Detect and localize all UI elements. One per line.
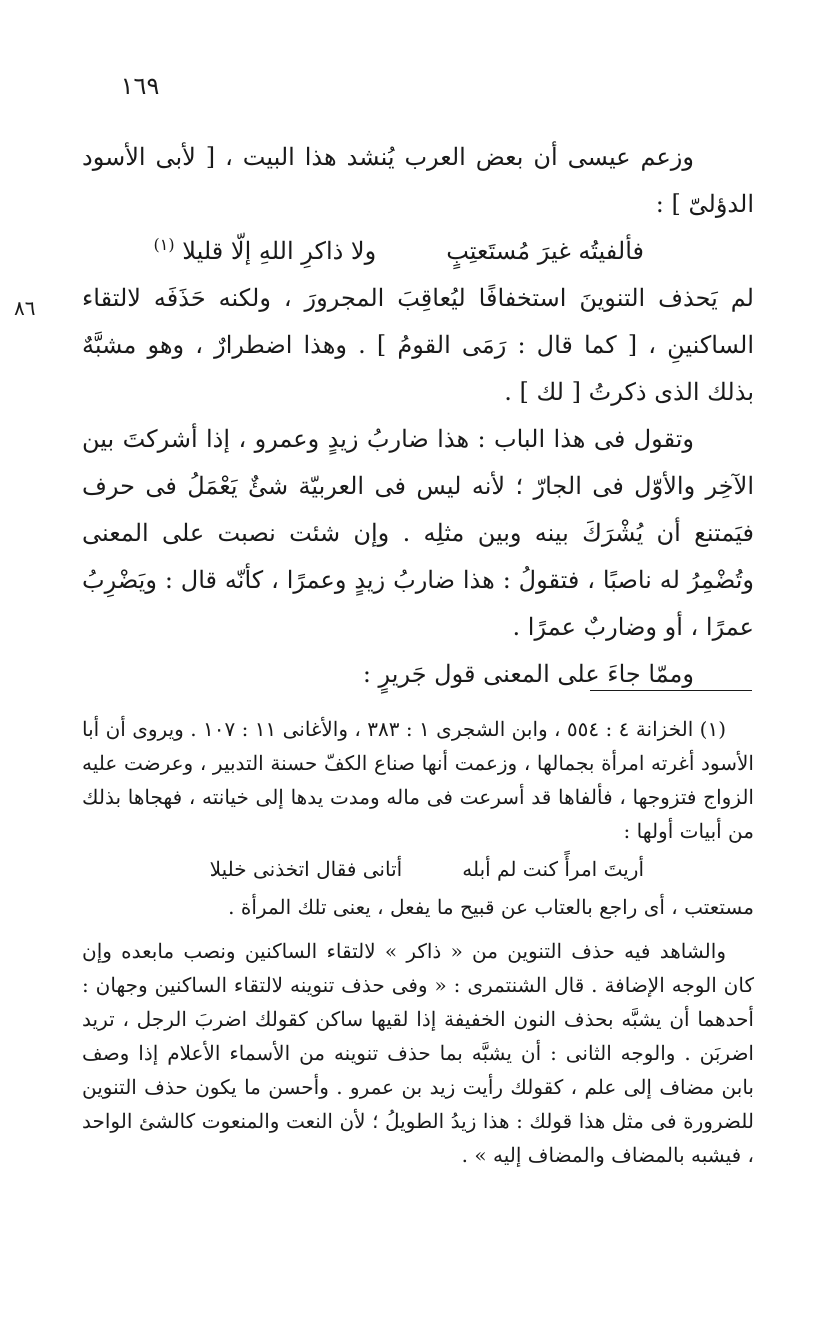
page-number: ١٦٩ (120, 72, 160, 100)
paragraph-2: لم يَحذف التنوينَ استخفافًا ليُعاقِبَ المجرورَ ، ولكنه حَذَفَه لالتقاء الساكنينِ ، [ كما قال : رَمَى القومُ ] . وهذا اضطرارٌ ، وهو مشبَّهٌ بذلك الذى ذكرتُ [ لك ] . (82, 284, 754, 406)
verse-first-hemistich: فألفيتُه غيرَ مُستَعتِبٍ (446, 237, 644, 265)
main-text (82, 134, 754, 698)
footnote-1: (١) الخزانة ٤ : ٥٥٤ ، وابن الشجرى ١ : ٣٨٣ ، والأغانى ١١ : ١٠٧ . ويروى أن أبا الأسود أغرته امرأة بجمالها ، وزعمت أنها صناع الكفّ حسنة التدبير ، وعرضت عليه الزواج فتزوجها ، فألفاها قد أسرعت فى ماله ومدت يدها إلى خيانته ، فهجاها بذلك من أبيات أولها : (82, 717, 754, 843)
footnote-commentary: والشاهد فيه حذف التنوين من « ذاكر » لالتقاء الساكنين ونصب مابعده وإن كان الوجه الإضافة . قال الشنتمرى : « وفى حذف تنوينه لالتقاء الساكنين وجهان : أحدهما أن يشبَّه بحذف النون الخفيفة إذا لقيها ساكن كقولك اضربَ الرجل ، تريد اضربَن . والوجه الثانى : أن يشبَّه بما حذف تنوينه من الأسماء الأعلام إذا وصف بابن مضاف إلى علم ، كقولك رأيت زيد بن عمرو . وأحسن ما يكون حذف التنوين للضرورة فى مثل هذا قولك : هذا زيدُ الطويلُ ؛ لأن النعت والمنعوت كالشئ الواحد ، فيشبه بالمضاف والمضاف إليه » . (82, 939, 754, 1167)
footnote-verse (82, 852, 754, 886)
margin-page-reference: ٨٦ (14, 296, 36, 320)
footnote-separator (590, 690, 752, 691)
spacer (82, 924, 754, 934)
paragraph-4: وممّا جاءَ على المعنى قول جَريرٍ : (362, 660, 694, 688)
paragraph-1: وزعم عيسى أن بعض العرب يُنشد هذا البيت ، [ لأبى الأسود الدؤلىّ ] : (82, 143, 754, 218)
footnote-gloss: مستعتب ، أى راجع بالعتاب عن قبيح ما يفعل ، يعنى تلك المرأة . (228, 895, 754, 919)
poem-verse (82, 228, 754, 275)
verse-second-hemistich-wrap (154, 228, 377, 275)
paragraph-3: وتقول فى هذا الباب : هذا ضاربُ زيدٍ وعمرو ، إذا أشركتَ بين الآخِر والأوّل فى الجارّ ؛ لأنه ليس فى العربيّة شئٌ يَعْمَلُ فى حرف فيَمتنع أن يُشْرَكَ بينه وبين مثلِه . وإن شئت نصبت على المعنى وتُضْمِرُ له ناصبًا ، فتقولُ : هذا ضاربُ زيدٍ وعمرًا ، كأنّه قال : ويَضْرِبُ عمرًا ، أو وضاربٌ عمرًا . (82, 425, 754, 641)
footnote-reference: (١) (153, 235, 175, 254)
verse-second-hemistich: ولا ذاكرِ اللهِ إلّا قليلا (182, 237, 377, 265)
footnote-verse-first: أريتَ امرأً كنت لم أبله (462, 857, 644, 881)
footnote-verse-second: أتانى فقال اتخذنى خليلا (209, 857, 403, 881)
footnotes (82, 712, 754, 1172)
